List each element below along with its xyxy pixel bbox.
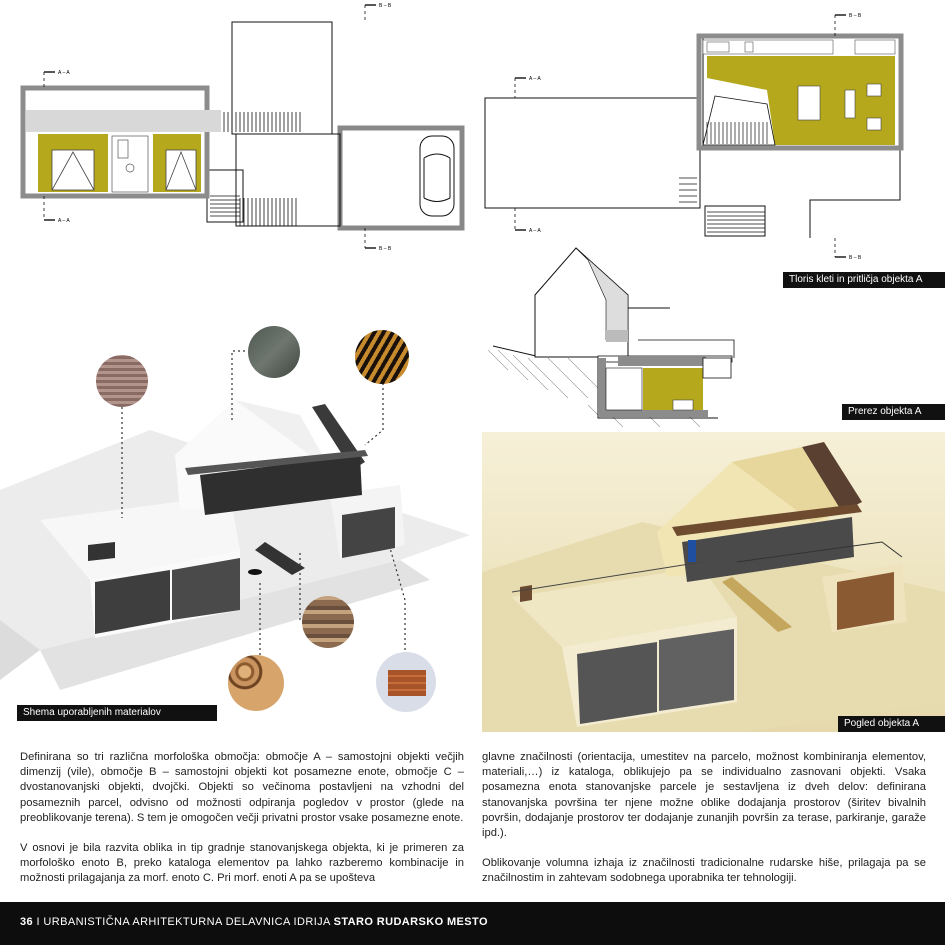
paragraph-catalogue: glavne značilnosti (orientacija, umestitev na parcelo, možnost kombiniranja elementov, materiali,…) iz kataloga, oblikujejo pa se individualno zasnovani objekti. Vsaka posamezna enota stanovanjske parcele je sestavljena iz dveh delov: definirana stanovanjska površina ter njene možne oblike dodajanja prostorov (širitev bivalnih površin, dodajanje prostorov ter dodajanje zunanjih površin za terase, parkiranje, garaže ipd.). [482,751,926,840]
paragraph-building-type: V osnovi je bila razvita oblika in tip gradnje stanovanjskega objekta, ki je primeren za morfološko enoto B, preko kataloga elementov pa lahko razberemo kombinacije in možnosti prilagajanja za morf. enoto C. Pri morf. enoti A pa se upošteva [20,842,464,885]
swatch-firewood-logs [228,655,284,711]
view-model [482,432,945,732]
footer-project: STARO RUDARSKO MESTO [333,916,488,928]
paragraph-morphology: Definirana so tri različna morfološka območja: območje A – samostojni objekti večjih dimenzij (vile), območje B – samostojni objekti kot posamezne enote, območje C – dvostanovanjski objekti, dvojčki. Objekti so večinoma postavljeni na vzhodni del posameznih parcel, odvisno od možnosti odpiranja pogledov v prostor (glede na preoblikovanje terena). S tem je omogočen večji privatni prostor vsake posamezne enote. [20,751,464,824]
body-text-left [20,750,464,902]
swatch-wooden-garage-door [376,652,436,712]
car-icon [420,136,454,216]
section-label-b-top: B – B [849,13,862,19]
section-drawing [488,240,748,430]
section-label-b-bottom: B – B [849,255,862,261]
section-label-a-bottom: A – A [58,218,70,224]
section-label-a-top: A – A [529,76,541,82]
swatch-wood-louvres [355,330,409,384]
caption-materials: Shema uporabljenih materialov [17,705,217,721]
paragraph-volume: Oblikovanje volumna izhaja iz značilnosti tradicionalne rudarske hiše, prilagaja pa se značilnostim in zahtevam sodobnega uporabnika ter tehnologiji. [482,857,926,885]
footer-workshop: I URBANISTIČNA ARHITEKTURNA DELAVNICA IDRIJA [33,916,334,928]
footer-line [20,916,488,928]
swatch-stone-veneer [302,596,354,648]
section-label-b-top: B – B [379,3,392,9]
body-text-right [482,750,926,902]
basement-floor-plan [0,0,475,255]
page-footer [0,902,945,945]
section-label-a-bottom: A – A [529,228,541,234]
page-number: 36 [20,916,34,928]
swatch-wood-cladding [96,355,148,407]
ground-floor-plan [475,0,945,270]
section-label-a-top: A – A [58,70,70,76]
caption-floor-plans: Tloris kleti in pritličja objekta A [783,272,945,288]
caption-view: Pogled objekta A [838,716,945,732]
swatch-slate-tiles [248,326,300,378]
caption-section: Prerez objekta A [842,404,945,420]
section-label-b-bottom: B – B [379,246,392,252]
